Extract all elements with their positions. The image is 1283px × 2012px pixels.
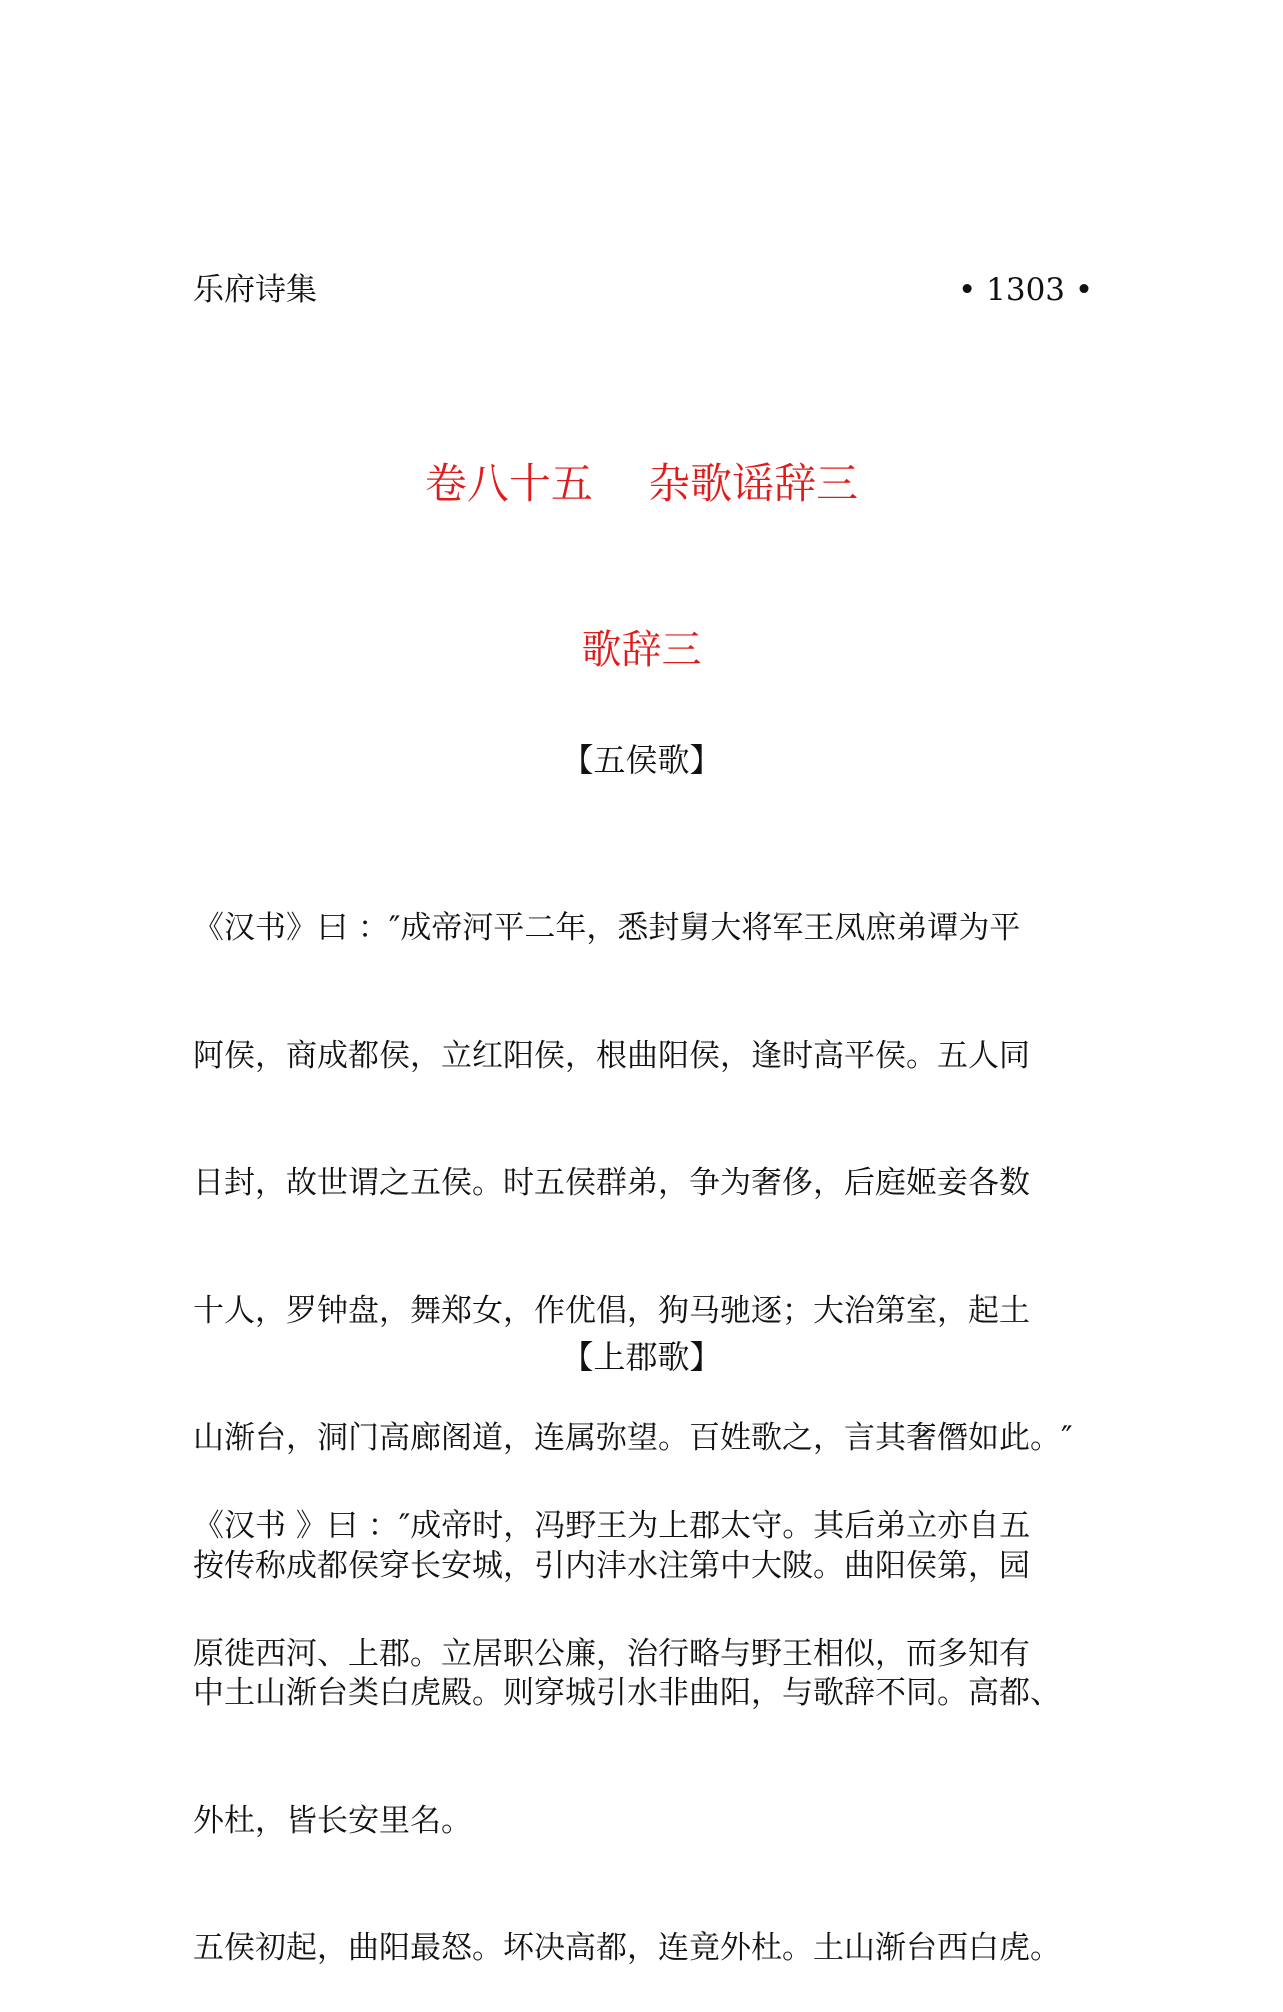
text-line: 日封，故世谓之五侯。时五侯群弟，争为奢侈，后庭姬妾各数 <box>193 1165 1030 1201</box>
book-title: 乐府诗集 <box>193 272 317 308</box>
poem-title-wuhou: 【五侯歌】 <box>561 741 722 779</box>
text-line: 十人，罗钟盘，舞郑女，作优倡，狗马驰逐；大治第室，起土 <box>193 1292 1030 1329</box>
poem-title-shangjun: 【上郡歌】 <box>561 1338 722 1376</box>
text-line: 按传称成都侯穿长安城，引内沣水注第中大陂。曲阳侯第，园 <box>193 1547 1030 1584</box>
page-number: • 1303 • <box>958 272 1094 308</box>
text-line: 阿侯，商成都侯，立红阳侯，根曲阳侯，逢时高平侯。五人同 <box>193 1037 1030 1074</box>
text-line: 原徙西河、上郡。立居职公廉，治行略与野王相似，而多知有 <box>193 1635 1030 1672</box>
text-line: 《汉书》曰 ：″成帝河平二年，悉封舅大将军王凤庶弟谭为平 <box>193 910 1021 946</box>
text-line: 山渐台，洞门高廊阁道，连属弥望。百姓歌之，言其奢僭如此。″ <box>193 1420 1073 1456</box>
chapter-title: 卷八十五 杂歌谣辞三 <box>424 459 859 508</box>
section-title: 歌辞三 <box>581 627 702 673</box>
poem-verse: 五侯初起，曲阳最怒。坏决高都，连竟外杜。土山渐台西白虎。 <box>193 1930 1061 1966</box>
poem-preface-wuhou <box>193 822 1073 2012</box>
text-line: 外杜，皆长安里名。 <box>193 1802 472 1839</box>
text-line: 中土山渐台类白虎殿。则穿城引水非曲阳，与歌辞不同。高都、 <box>193 1675 1061 1711</box>
poem-preface-shangjun <box>193 1420 1030 1718</box>
text-line: 《汉书 》曰 ：″成帝时，冯野王为上郡太守。其后弟立亦自五 <box>193 1508 1031 1544</box>
